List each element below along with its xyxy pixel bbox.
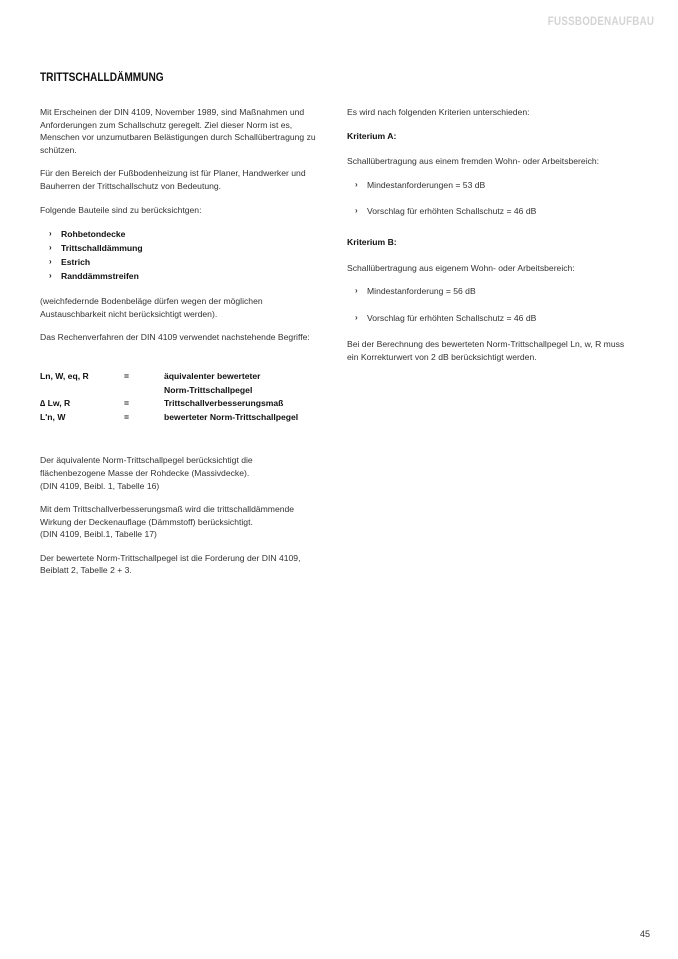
section-header: FUSSBODENAUFBAU bbox=[547, 16, 654, 28]
equals-sign: = bbox=[124, 398, 130, 409]
table-row bbox=[40, 397, 316, 411]
page-title: TRITTSCHALLDÄMMUNG bbox=[40, 72, 164, 84]
criterion-b-text: Schallübertragung aus eigenem Wohn- oder Arbeitsbereich: bbox=[347, 262, 575, 273]
list-item: › Rohbetondecke bbox=[49, 229, 126, 240]
improvement-paragraph: Mit dem Trittschallverbesserungsmaß wird die trittschalldämmende Wirkung der Deckenauflage (Dämmstoff) berücksichtigt. (DIN 4109, Beibl.1, Tabelle 17) bbox=[40, 504, 295, 540]
definition-text: bewerteter Norm-Trittschallpegel bbox=[164, 411, 299, 422]
calculation-intro: Das Rechenverfahren der DIN 4109 verwendet nachstehende Begriffe: bbox=[40, 332, 310, 343]
table-row bbox=[40, 411, 316, 425]
equals-sign: = bbox=[124, 411, 130, 422]
definitions-table bbox=[40, 370, 316, 424]
correction-paragraph: Bei der Berechnung des bewerteten Norm-Trittschallpegel Ln, w, R muss ein Korrekturwert von 2 dB berücksichtigt werden. bbox=[347, 339, 625, 362]
table-row bbox=[40, 370, 316, 397]
list-item: › Mindestanforderungen = 53 dB bbox=[355, 179, 486, 190]
chevron-right-icon: › bbox=[49, 243, 52, 253]
list-item: › Vorschlag für erhöhten Schallschutz = 46 dB bbox=[355, 312, 537, 323]
criterion-b-list bbox=[347, 285, 631, 324]
criterion-a-list bbox=[347, 179, 631, 218]
list-item: › Trittschalldämmung bbox=[49, 243, 143, 254]
equals-sign: = bbox=[124, 370, 130, 381]
page-number: 45 bbox=[639, 929, 650, 939]
chevron-right-icon: › bbox=[49, 229, 52, 239]
chevron-right-icon: › bbox=[355, 206, 358, 216]
definition-term: L'n, W bbox=[40, 411, 66, 422]
definition-term: ∆ Lw, R bbox=[40, 398, 71, 409]
list-item: › Estrich bbox=[49, 257, 91, 268]
list-item: › Vorschlag für erhöhten Schallschutz = 46 dB bbox=[355, 206, 537, 217]
right-column bbox=[347, 106, 631, 375]
chevron-right-icon: › bbox=[355, 312, 358, 322]
chevron-right-icon: › bbox=[49, 271, 52, 281]
components-intro: Folgende Bauteile sind zu berücksichtgen: bbox=[40, 204, 202, 215]
definition-term: Ln, W, eq, R bbox=[40, 370, 89, 381]
left-column bbox=[40, 106, 316, 588]
definition-text: Trittschallverbesserungsmaß bbox=[164, 398, 284, 409]
criterion-a-text: Schallübertragung aus einem fremden Wohn- oder Arbeitsbereich: bbox=[347, 156, 600, 167]
underfloor-heating-paragraph: Für den Bereich der Fußbodenheizung ist für Planer, Handwerker und Bauherren der Trittschallschutz von Bedeutung. bbox=[40, 168, 306, 191]
criterion-a-heading: Kriterium A: bbox=[347, 130, 397, 141]
criterion-b-heading: Kriterium B: bbox=[347, 236, 397, 247]
equivalent-level-paragraph: Der äquivalente Norm-Trittschallpegel berücksichtigt die flächenbezogene Masse der Rohdecke (Massivdecke). (DIN 4109, Beibl. 1, Tabelle 16) bbox=[40, 455, 253, 491]
definition-text: äquivalenter bewerteter Norm-Trittschallpegel bbox=[164, 370, 261, 395]
chevron-right-icon: › bbox=[355, 286, 358, 296]
list-item: › Mindestanforderung = 56 dB bbox=[355, 286, 476, 297]
requirement-paragraph: Der bewertete Norm-Trittschallpegel ist die Forderung der DIN 4109, Beiblatt 2, Tabelle 2 + 3. bbox=[40, 552, 301, 576]
floor-covering-note: (weichfedernde Bodenbeläge dürfen wegen der möglichen Austauschbarkeit nicht berücksichtigt werden). bbox=[40, 296, 263, 319]
chevron-right-icon: › bbox=[49, 257, 52, 267]
chevron-right-icon: › bbox=[355, 179, 358, 189]
criteria-intro: Es wird nach folgenden Kriterien unterschieden: bbox=[347, 107, 530, 117]
list-item: › Randdämmstreifen bbox=[49, 271, 139, 282]
intro-paragraph: Mit Erscheinen der DIN 4109, November 1989, sind Maßnahmen und Anforderungen zum Schallschutz geregelt. Ziel dieser Norm ist es, Menschen vor unzumutbaren Belästigungen durch Schallübertragung zu schützen. bbox=[40, 107, 316, 155]
components-list bbox=[40, 227, 316, 283]
